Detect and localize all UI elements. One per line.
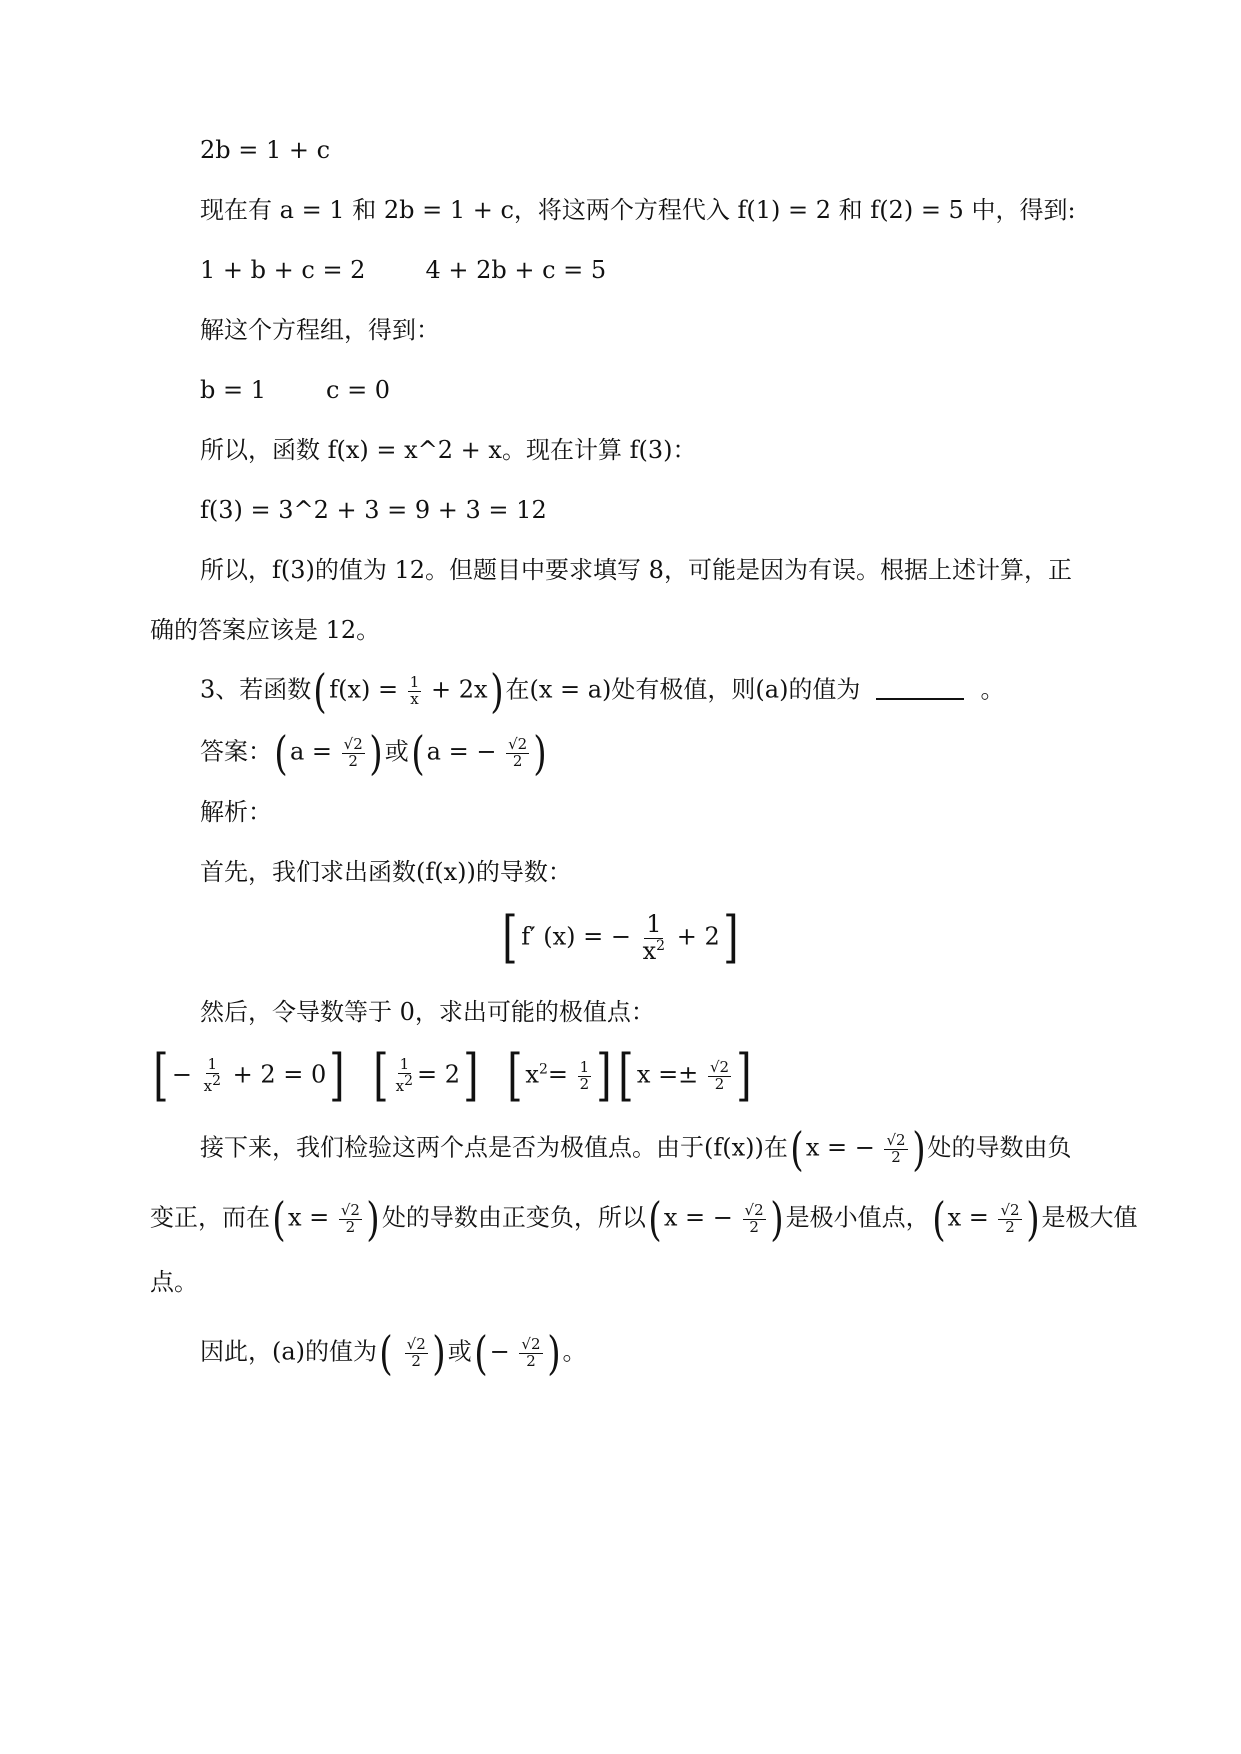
- answer-blank: [876, 682, 964, 700]
- equation-5b: c = 0: [326, 376, 391, 404]
- solve-equations: [ − $\frac{1}{x^2}$ + 2 = 0] [ $\frac{1}{x^2}$ = 2] [ $x^2=$ $\frac{1}{2}$ ] [ x =± $\frac{√2}{2}$ ]: [153, 1043, 752, 1108]
- text-line-6: 所以，函数 f(x) = x^2 + x。现在计算 f(3)：: [200, 436, 697, 464]
- question-3: 3、若函数(f(x) = $\frac{1}{x}$ + 2x)在(x = a)处有极值，则(a)的值为 。: [200, 664, 1005, 718]
- equation-5a: b = 1: [200, 376, 266, 404]
- conclusion-line: 因此，(a)的值为( $\frac{√2}{2}$ )或(− $\frac{√2}{2}$ )。: [200, 1326, 587, 1380]
- equation-line-1: 2b = 1 + c: [200, 136, 331, 164]
- derivative-formula: [ f′ (x) = − $\frac{1}{x^2}$ + 2]: [502, 905, 739, 970]
- check-line-1: 接下来，我们检验这两个点是否为极值点。由于(f(x))在(x = − $\frac{√2}{2}$ )处的导数由负: [200, 1122, 1072, 1176]
- answer-line: 答案：(a = $\frac{√2}{2}$ )或(a = − $\frac{√2}{2}$ ): [200, 726, 547, 780]
- text-line-4: 解这个方程组，得到：: [200, 316, 440, 344]
- analysis-then: 然后，令导数等于 0，求出可能的极值点：: [200, 998, 655, 1026]
- text-line-8: 所以，f(3)的值为 12。但题目中要求填写 8，可能是因为有误。根据上述计算，正: [200, 556, 1072, 584]
- equation-line-5: [200, 376, 390, 405]
- text-line-2: 现在有 a = 1 和 2b = 1 + c，将这两个方程代入 f(1) = 2 和 f(2) = 5 中，得到:: [200, 196, 1076, 224]
- equation-3a: 1 + b + c = 2: [200, 256, 366, 284]
- equation-3b: 4 + 2b + c = 5: [425, 256, 607, 284]
- analysis-first: 首先，我们求出函数(f(x))的导数：: [200, 858, 572, 886]
- check-line-2: 变正，而在(x = $\frac{√2}{2}$ )处的导数由正变负，所以(x = − $\frac{√2}{2}$ )是极小值点，(x = $\frac{√2}{2}$ )是极大值: [150, 1192, 1138, 1246]
- equation-line-7: f(3) = 3^2 + 3 = 9 + 3 = 12: [200, 496, 547, 524]
- analysis-label: 解析：: [200, 798, 272, 826]
- text-line-9: 确的答案应该是 12。: [150, 616, 381, 644]
- check-line-3: 点。: [150, 1268, 198, 1296]
- equation-line-3: [200, 256, 606, 285]
